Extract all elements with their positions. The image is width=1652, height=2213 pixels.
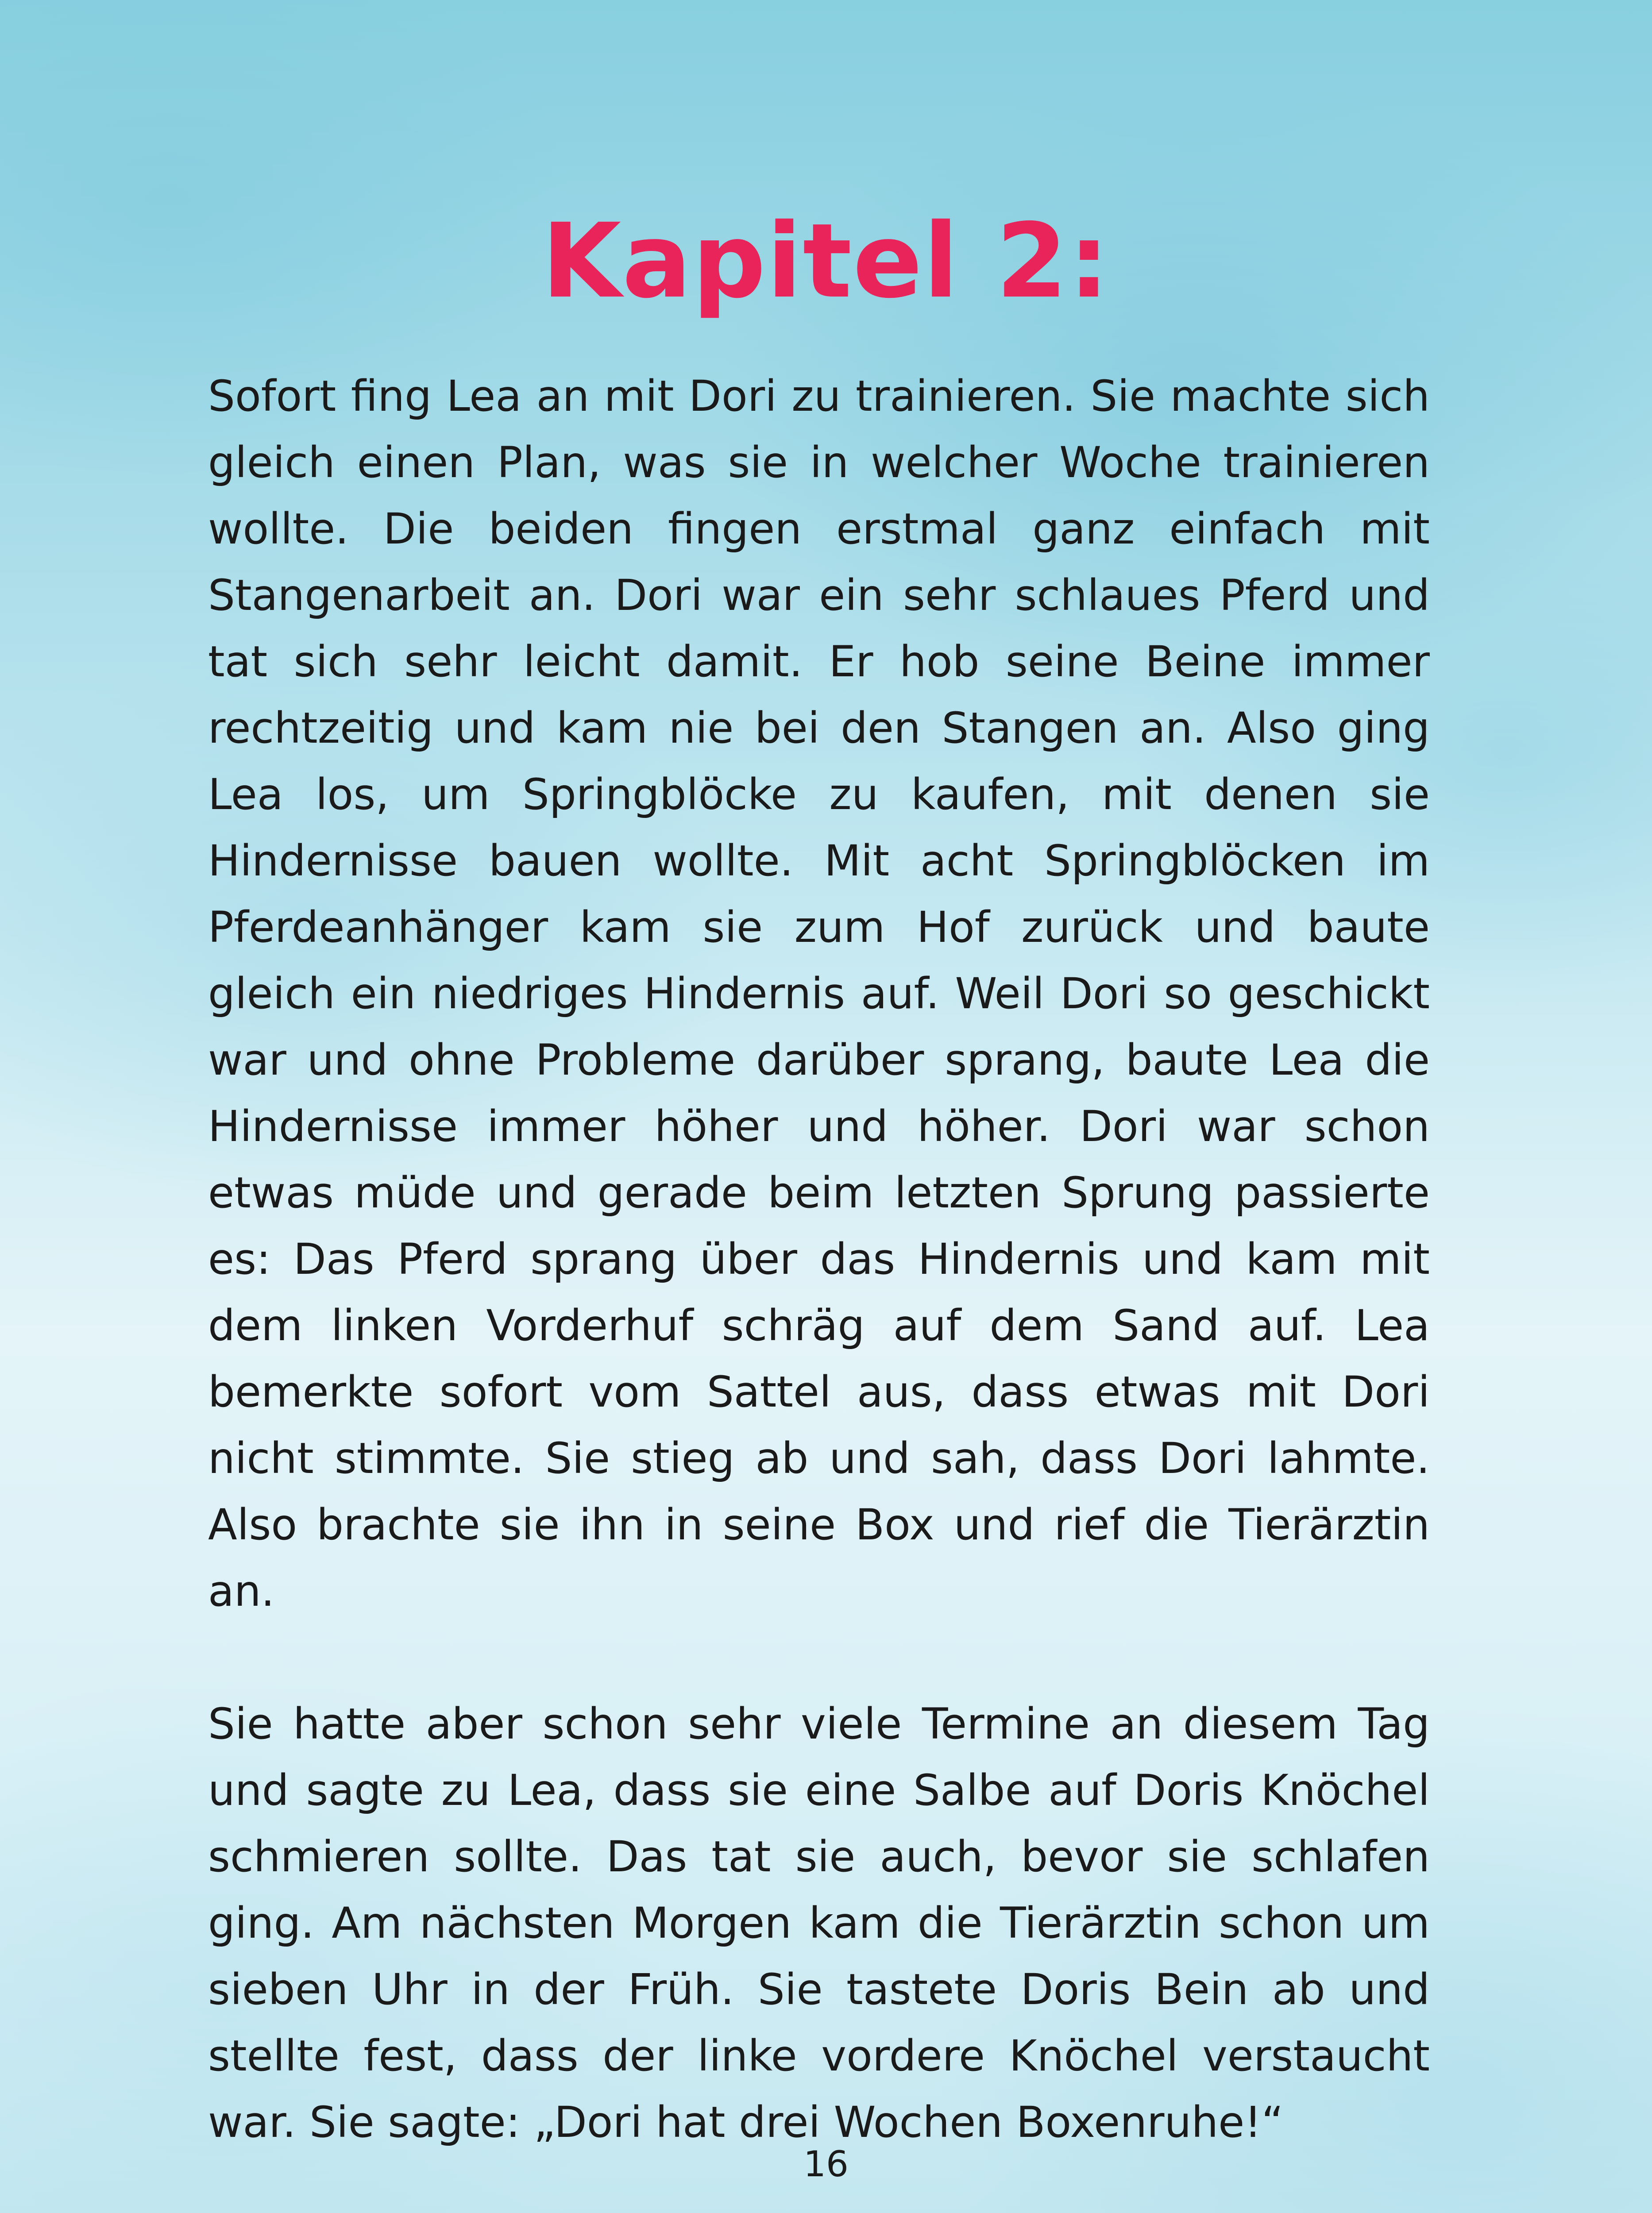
page-number: 16 — [803, 2144, 849, 2185]
paragraph-2: Sie hatte aber schon sehr viele Termine an diesem Tag und sagte zu Lea, dass sie eine Salbe auf Doris Knöchel schmieren sollte. Das tat sie auch, bevor sie schlafen ging. Am nächsten Morgen kam die Tierärztin schon um sieben Uhr in der Früh. Sie tastete Doris Bein ab und stellte fest, dass der linke vordere Knöchel verstaucht war. Sie sagte: „Dori hat drei Wochen Boxenruhe!“ — [208, 1699, 1430, 2147]
paragraph-1: Sofort fing Lea an mit Dori zu trainieren. Sie machte sich gleich einen Plan, was sie in welcher Woche trainieren wollte. Die beiden fingen erstmal ganz einfach mit Stangenarbeit an. Dori war ein sehr schlaues Pferd und tat sich sehr leicht damit. Er hob seine Beine immer rechtzeitig und kam nie bei den Stangen an. Also ging Lea los, um Springblöcke zu kaufen, mit denen sie Hindernisse bauen wollte. Mit acht Springblöcken im Pferdeanhänger kam sie zum Hof zurück und baute gleich ein niedriges Hindernis auf. Weil Dori so geschickt war und ohne Probleme darüber sprang, baute Lea die Hindernisse immer höher und höher. Dori war schon etwas müde und gerade beim letzten Sprung passierte es: Das Pferd sprang über das Hindernis und kam mit dem linken Vorderhuf schräg auf dem Sand auf. Lea bemerkte sofort vom Sattel aus, dass etwas mit Dori nicht stimmte. Sie stieg ab und sah, dass Dori lahmte. Also brachte sie ihn in seine Box und rief die Tierärztin an. — [208, 371, 1430, 1616]
chapter-body — [208, 363, 1430, 2155]
paragraph-spacer — [208, 1624, 1430, 1691]
chapter-title: Kapitel 2: — [541, 201, 1111, 321]
